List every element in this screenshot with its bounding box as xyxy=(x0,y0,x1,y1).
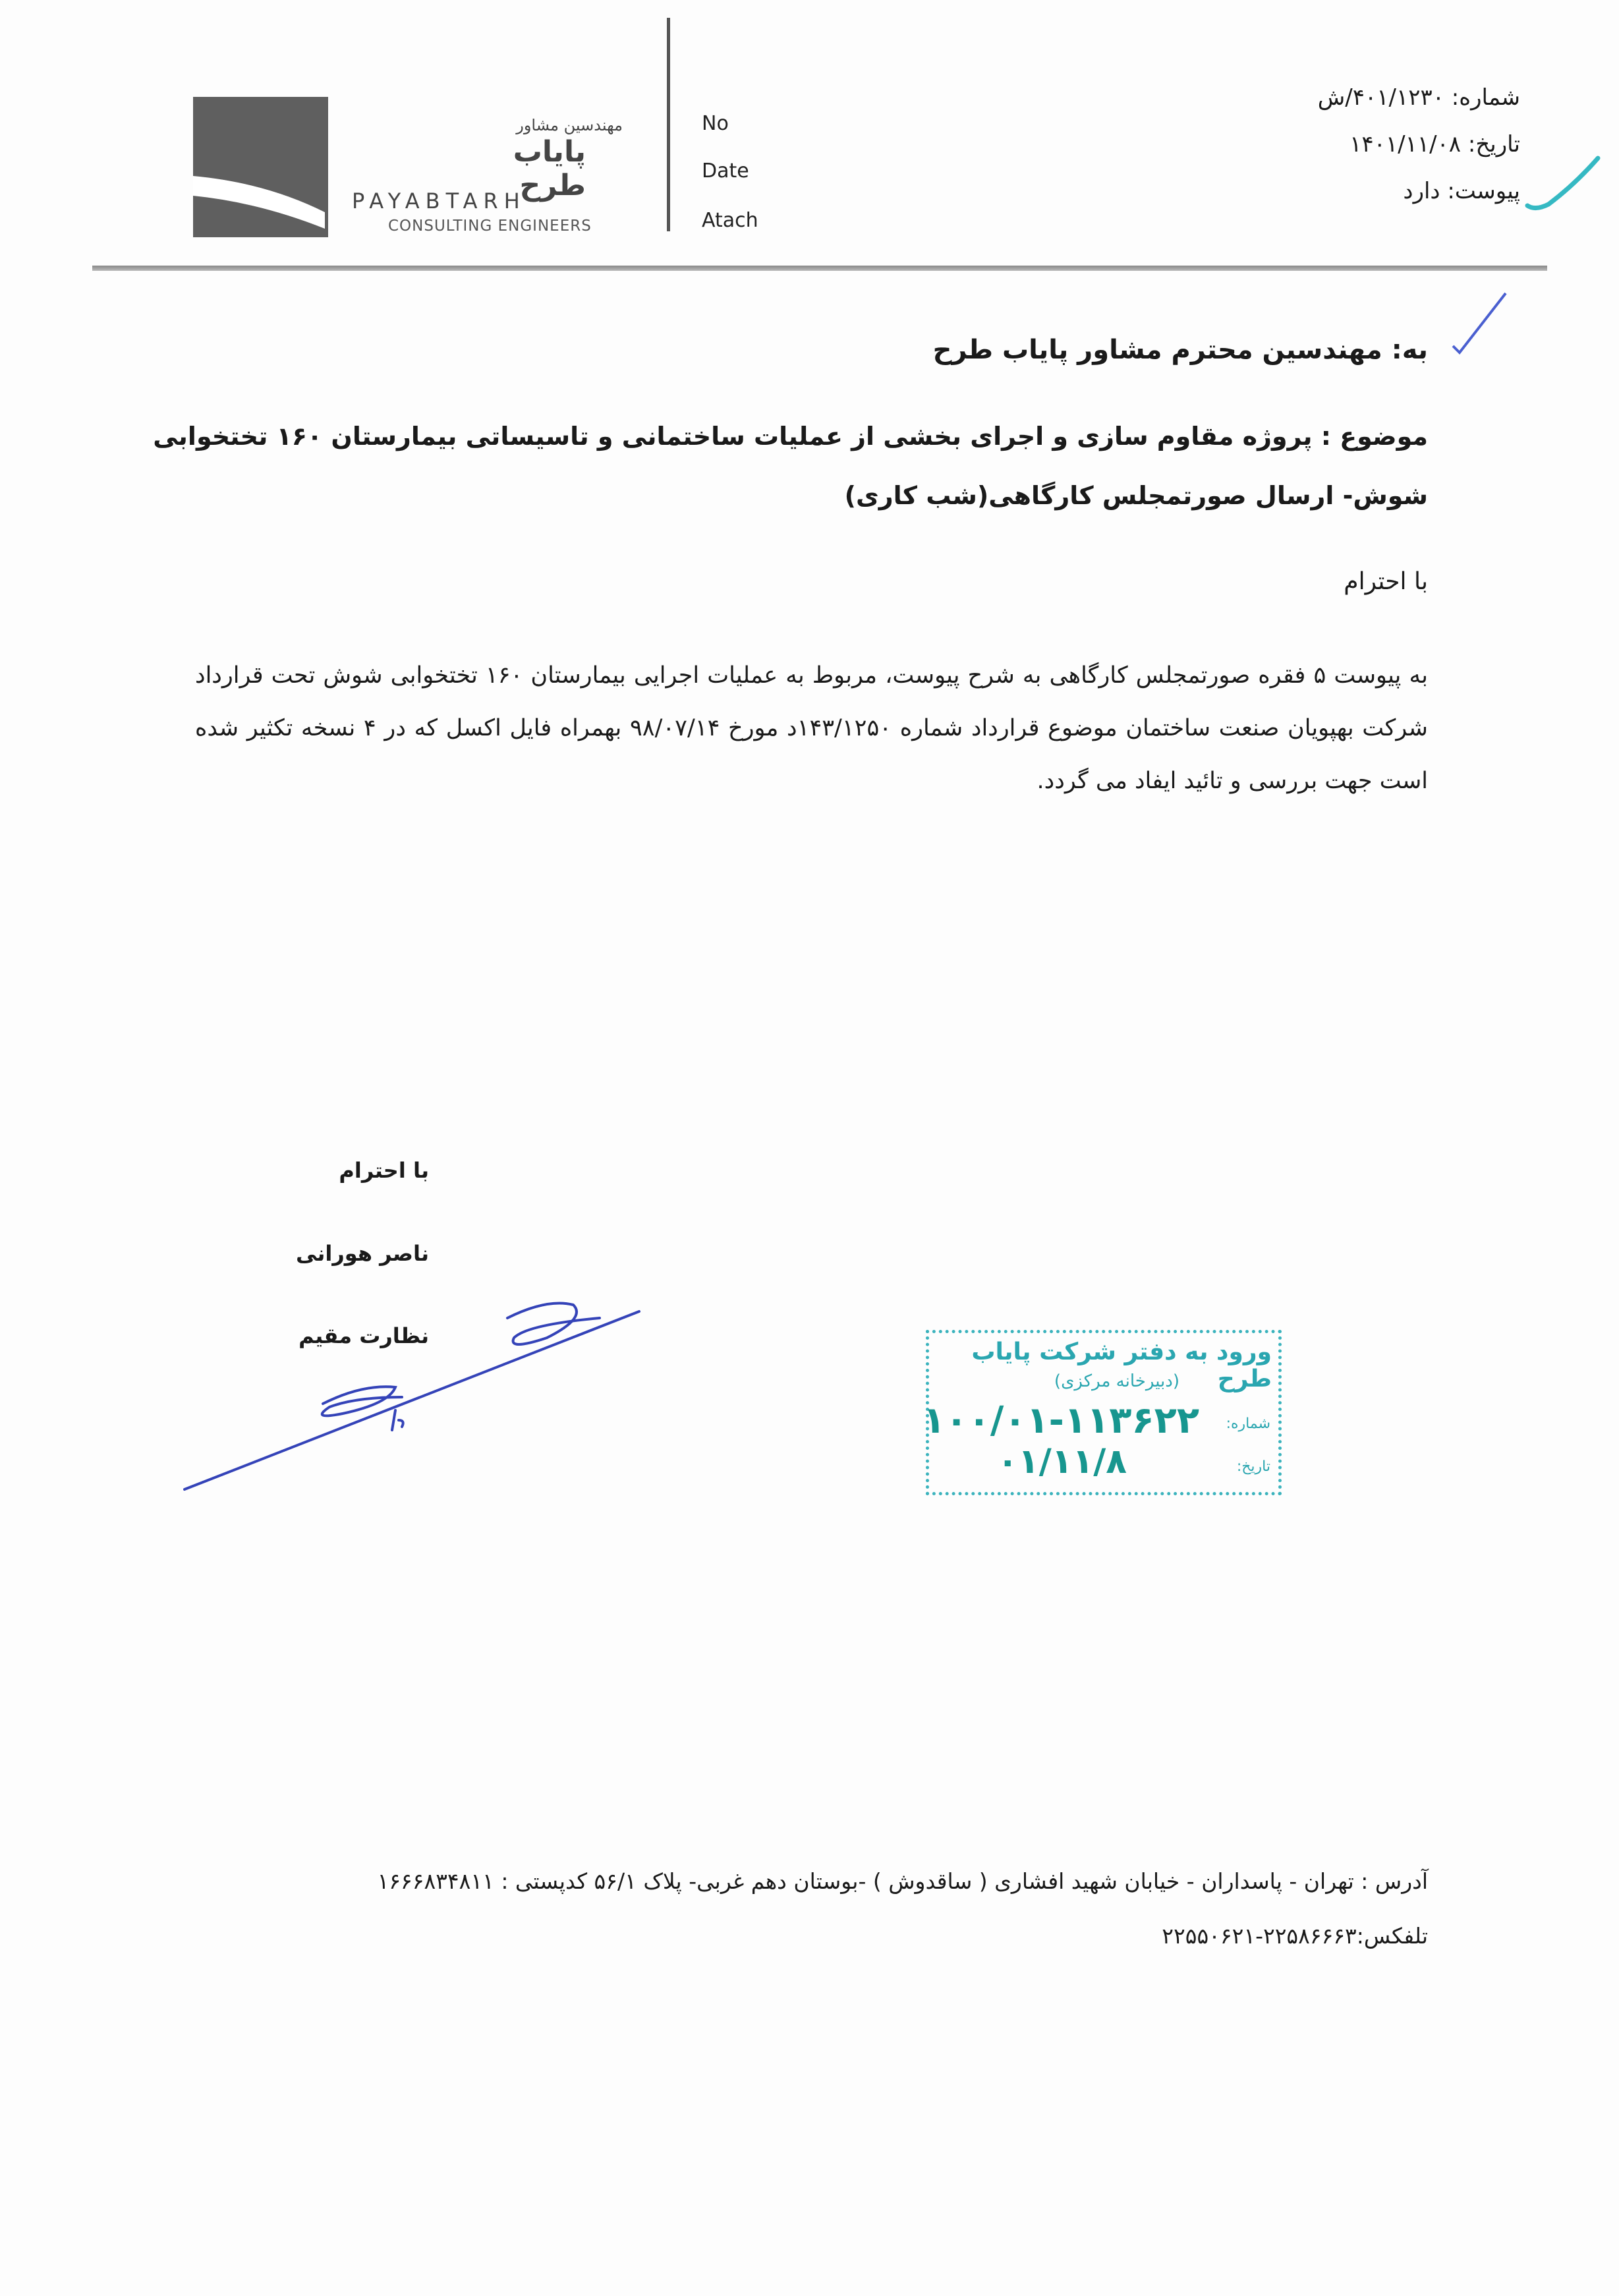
handwritten-signature xyxy=(178,1272,652,1496)
recipient-line: به: مهندسین محترم مشاور پایاب طرح xyxy=(932,335,1428,365)
header-divider xyxy=(667,18,670,231)
stamp-number-value: ۱۰۰/۰۱-۱۱۳۶۲۲ xyxy=(923,1399,1199,1442)
stamp-date-label: تاریخ: xyxy=(1236,1458,1270,1475)
letter-number: شماره: ۴۰۱/۱۲۳۰/ش xyxy=(1317,84,1520,111)
stamp-subheader: (دبیرخانه مرکزی) xyxy=(1054,1371,1179,1391)
logo-persian-subtitle: مهندسین مشاور xyxy=(516,116,623,134)
pen-check-icon xyxy=(1446,290,1512,362)
stamp-header: ورود به دفتر شرکت پایاب طرح xyxy=(971,1338,1272,1392)
logo-english-name: PAYABTARH xyxy=(352,188,526,214)
footer-telfax: تلفکس:۲۲۵۸۶۶۶۳-۲۲۵۵۰۶۲۱ xyxy=(1162,1923,1428,1949)
signature-closing: با احترام xyxy=(339,1158,429,1183)
letter-body: به پیوست ۵ فقره صورتمجلس کارگاهی به شرح پیوست، مربوط به عملیات اجرایی بیمارستان ۱۶۰ تختخوابی شوش تحت قرارداد شرکت بهپویان صنعت ساختمان موضوع قرارداد شماره ۱۴۳/۱۲۵۰د مورخ ۹۸/۰۷/۱۴ بهمراه فایل اکسل که در ۴ نسخه تکثیر شده است جهت بررسی و تائید ایفاد می گردد. xyxy=(195,662,1428,794)
letter-date: تاریخ: ۱۴۰۱/۱۱/۰۸ xyxy=(1349,131,1520,158)
footer-address: آدرس : تهران - پاسداران - خیابان شهید افشاری ( ساقدوش ) -بوستان دهم غربی- پلاک ۵۶/۱ کدپستی : ۱۶۶۶۸۳۴۸۱۱ xyxy=(377,1868,1428,1894)
letter-attachment: پیوست: دارد xyxy=(1403,178,1520,204)
logo-mark-icon xyxy=(193,97,328,237)
header-rule xyxy=(92,266,1547,271)
signatory-title: نظارت مقیم xyxy=(298,1323,429,1348)
greeting: با احترام xyxy=(1344,568,1428,595)
logo-english-subtitle: CONSULTING ENGINEERS xyxy=(388,217,592,235)
received-stamp xyxy=(923,1330,1282,1495)
stamp-number-label: شماره: xyxy=(1226,1416,1270,1432)
subject-line-1: موضوع : پروژه مقاوم سازی و اجرای بخشی از عملیات ساختمانی و تاسیساتی بیمارستان ۱۶۰ تختخوابی xyxy=(153,422,1428,451)
checkmark-icon xyxy=(1522,145,1601,217)
label-no: No xyxy=(702,112,729,135)
label-date: Date xyxy=(702,159,749,183)
label-attach: Atach xyxy=(702,209,758,232)
company-logo xyxy=(193,97,328,237)
logo-persian-name: پایاب طرح xyxy=(513,135,586,202)
stamp-date-value: ۰۱/۱۱/۸ xyxy=(997,1442,1127,1481)
signatory-name: ناصر هورانی xyxy=(295,1241,429,1266)
subject-line-2: شوش- ارسال صورتمجلس کارگاهی(شب کاری) xyxy=(844,481,1428,510)
